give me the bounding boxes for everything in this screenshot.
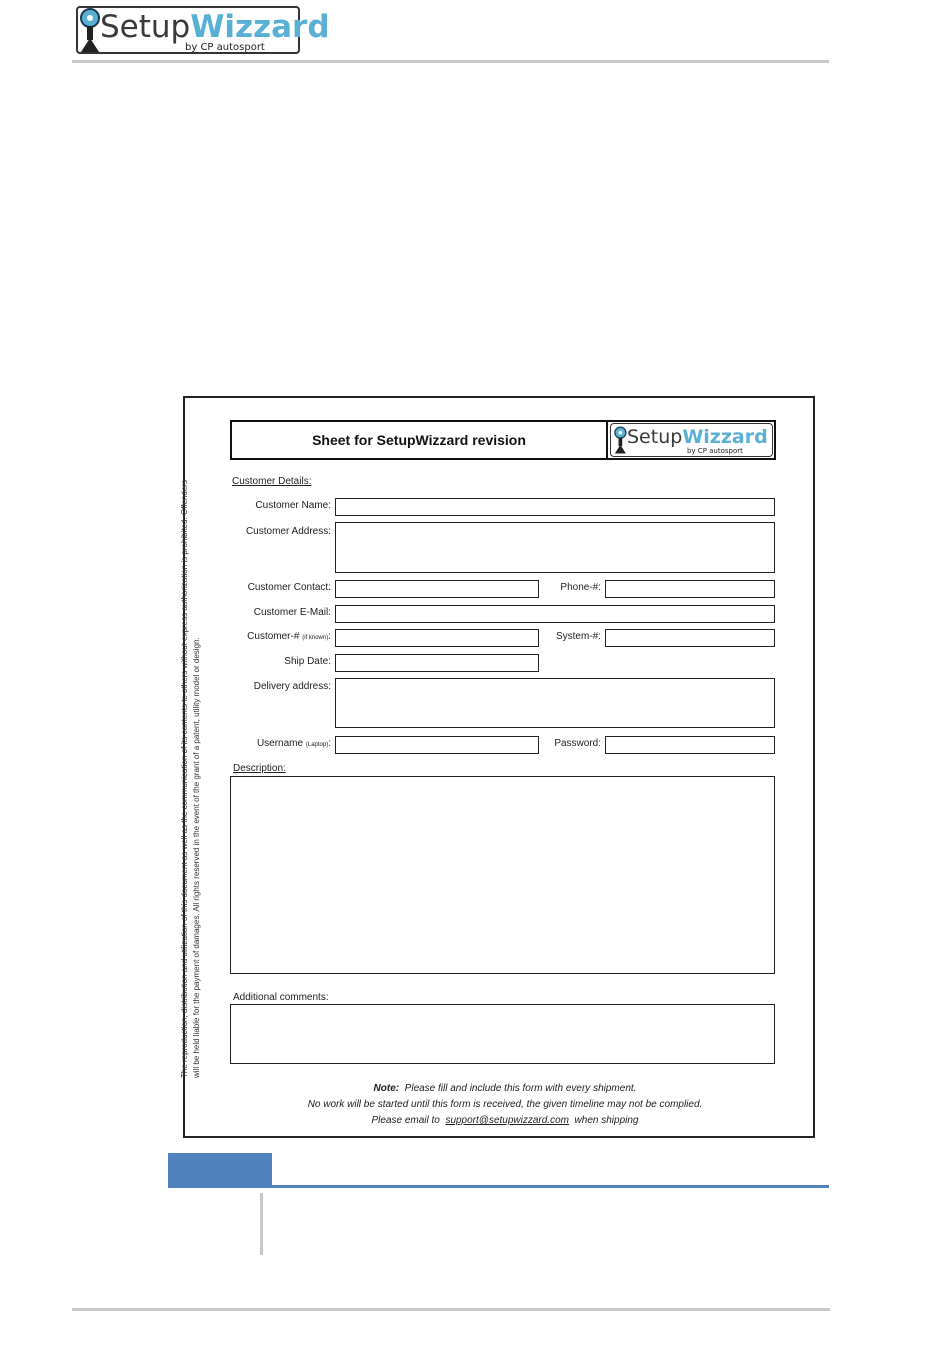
customer-email-label: Customer E-Mail: bbox=[253, 607, 331, 618]
form-logo bbox=[610, 423, 773, 457]
customer-contact-field[interactable] bbox=[335, 580, 539, 598]
page-bottom-rule bbox=[72, 1308, 830, 1311]
username-hint: (Laptop) bbox=[305, 742, 329, 748]
footer-tab bbox=[168, 1153, 272, 1187]
customer-email-field[interactable] bbox=[335, 605, 775, 623]
ship-date-label: Ship Date: bbox=[284, 656, 331, 667]
username-field[interactable] bbox=[335, 736, 539, 754]
customer-contact-label: Customer Contact: bbox=[247, 582, 331, 593]
form-logo-wordmark: SetupWizzard bbox=[627, 426, 768, 448]
customer-number-field[interactable] bbox=[335, 629, 539, 647]
customer-name-label: Customer Name: bbox=[255, 500, 331, 511]
password-field[interactable] bbox=[605, 736, 775, 754]
delivery-address-field[interactable] bbox=[335, 678, 775, 728]
note-line-3: Please email to support@setupwizzard.com when shipping bbox=[371, 1115, 639, 1126]
phone-field[interactable] bbox=[605, 580, 775, 598]
footer-vertical-divider bbox=[260, 1193, 263, 1255]
customer-name-field[interactable] bbox=[335, 498, 775, 516]
customer-address-label: Customer Address: bbox=[245, 526, 331, 537]
customer-number-label: Customer-# (if known): bbox=[247, 631, 331, 642]
password-label: Password: bbox=[554, 738, 601, 749]
note-line-1: Note: Please fill and include this form with every shipment. bbox=[373, 1083, 637, 1094]
delivery-address-label: Delivery address: bbox=[253, 681, 331, 692]
phone-label: Phone-#: bbox=[560, 582, 601, 593]
username-label: Username (Laptop): bbox=[256, 738, 331, 749]
customer-details-heading: Customer Details: bbox=[232, 476, 312, 487]
description-heading: Description: bbox=[233, 763, 286, 774]
system-number-label: System-#: bbox=[555, 631, 601, 642]
form-title-box bbox=[230, 420, 776, 460]
copyright-side-note: The reproduction, distribution and utilization of this document as well as the communication of its contents to others without express authorization is prohibited. Offenders will be held liable for the payment of damages. All rights reserved in the event of the grant of a patent, utility model or design. bbox=[180, 480, 201, 1078]
shipment-note bbox=[225, 1081, 785, 1129]
header-rule bbox=[72, 60, 829, 63]
support-email-link[interactable]: support@setupwizzard.com bbox=[445, 1115, 569, 1126]
additional-comments-heading: Additional comments: bbox=[233, 992, 329, 1003]
customer-number-hint: (if known) bbox=[302, 635, 329, 641]
customer-address-field[interactable] bbox=[335, 522, 775, 573]
form-title: Sheet for SetupWizzard revision bbox=[232, 422, 608, 458]
system-number-field[interactable] bbox=[605, 629, 775, 647]
logo-wordmark: SetupWizzard bbox=[100, 9, 330, 45]
header-logo bbox=[76, 6, 330, 54]
footer-accent-rule bbox=[168, 1185, 829, 1188]
form-logo-tagline: by CP autosport bbox=[687, 447, 743, 455]
ship-date-field[interactable] bbox=[335, 654, 539, 672]
note-line-2: No work will be started until this form is received, the given timeline may not be complied. bbox=[307, 1099, 703, 1110]
description-field[interactable] bbox=[230, 776, 775, 974]
revision-form-sheet bbox=[180, 396, 815, 1138]
additional-comments-field[interactable] bbox=[230, 1004, 775, 1064]
logo-tagline: by CP autosport bbox=[185, 42, 265, 53]
